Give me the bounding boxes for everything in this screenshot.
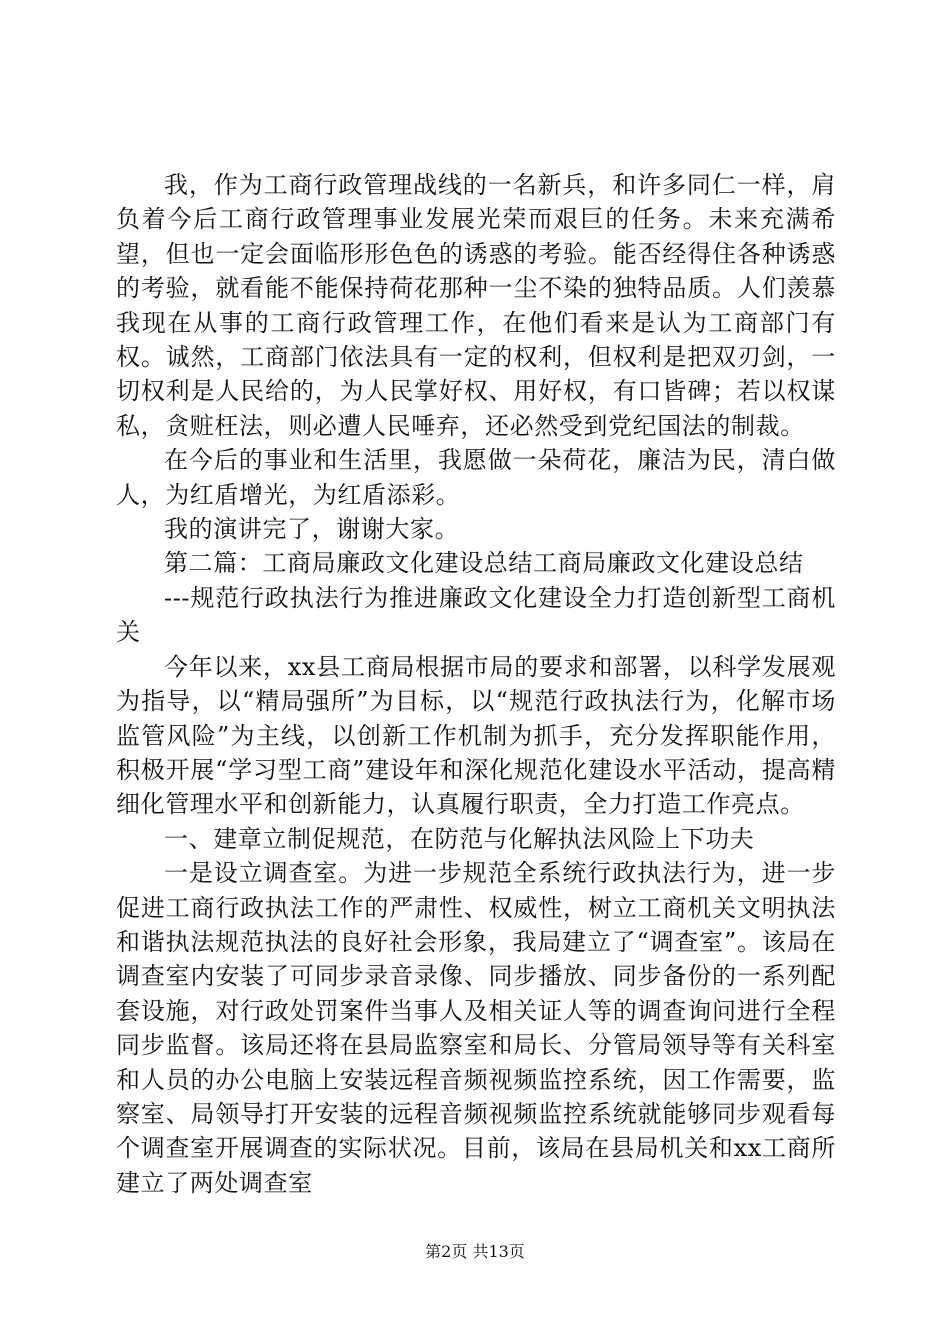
subsection-heading-one: 一、建章立制促规范，在防范与化解执法风险上下功夫: [164, 824, 755, 853]
paragraph-investigation-room: 一是设立调查室。为进一步规范全系统行政执法行为，进一步促进工商行政执法工作的严肃性、权威性，树立工商机关文明执法和谐执法规范执法的良好社会形象，我局建立了“调查室”。该局在调查室内安装了可同步录音录像、同步播放、同步备份的一系列配套设施，对行政处罚案件当事人及相关证人等的调查询问进行全程同步监督。该局还将在县局监察室和局长、分管局领导等有关科室和人员的办公电脑上安装远程音频视频监控系统，因工作需要，监察室、局领导打开安装的远程音频视频监控系统就能够同步观看每个调查室开展调查的实际状况。目前，该局在县局机关和xx工商所建立了两处调查室: [116, 859, 836, 1197]
paragraph-overview: 今年以来，xx县工商局根据市局的要求和部署，以科学发展观为指导，以“精局强所”为目标，以“规范行政执法行为，化解市场监管风险”为主线，以创新工作机制为抓手，充分发挥职能作用，积极开展“学习型工商”建设年和深化规范化建设水平活动，提高精细化管理水平和创新能力，认真履行职责，全力打造工作亮点。: [116, 652, 836, 819]
section-heading-part-two: 第二篇：工商局廉政文化建设总结工商局廉政文化建设总结: [164, 549, 804, 578]
paragraph-lotus-wish: 在今后的事业和生活里，我愿做一朵荷花，廉洁为民，清白做人，为红盾增光，为红盾添彩。: [116, 446, 836, 509]
page-number-footer: 第2页 共13页: [425, 1242, 525, 1261]
paragraph-speech-closing: 我的演讲完了，谢谢大家。: [164, 515, 460, 544]
section-subtitle: ---规范行政执法行为推进廉政文化建设全力打造创新型工商机关: [116, 583, 836, 647]
paragraph-speech-body: 我，作为工商行政管理战线的一名新兵，和许多同仁一样，肩负着今后工商行政管理事业发展光荣而艰巨的任务。未来充满希望，但也一定会面临形形色色的诱惑的考验。能否经得住各种诱惑的考验，就看能不能保持荷花那种一尘不染的独特品质。人们羡慕我现在从事的工商行政管理工作，在他们看来是认为工商部门有权。诚然，工商部门依法具有一定的权利，但权利是把双刃剑，一切权利是人民给的，为人民掌好权、用好权，有口皆碑；若以权谋私，贪赃枉法，则必遭人民唾弃，还必然受到党纪国法的制裁。: [116, 171, 836, 440]
document-body: [116, 168, 836, 1200]
